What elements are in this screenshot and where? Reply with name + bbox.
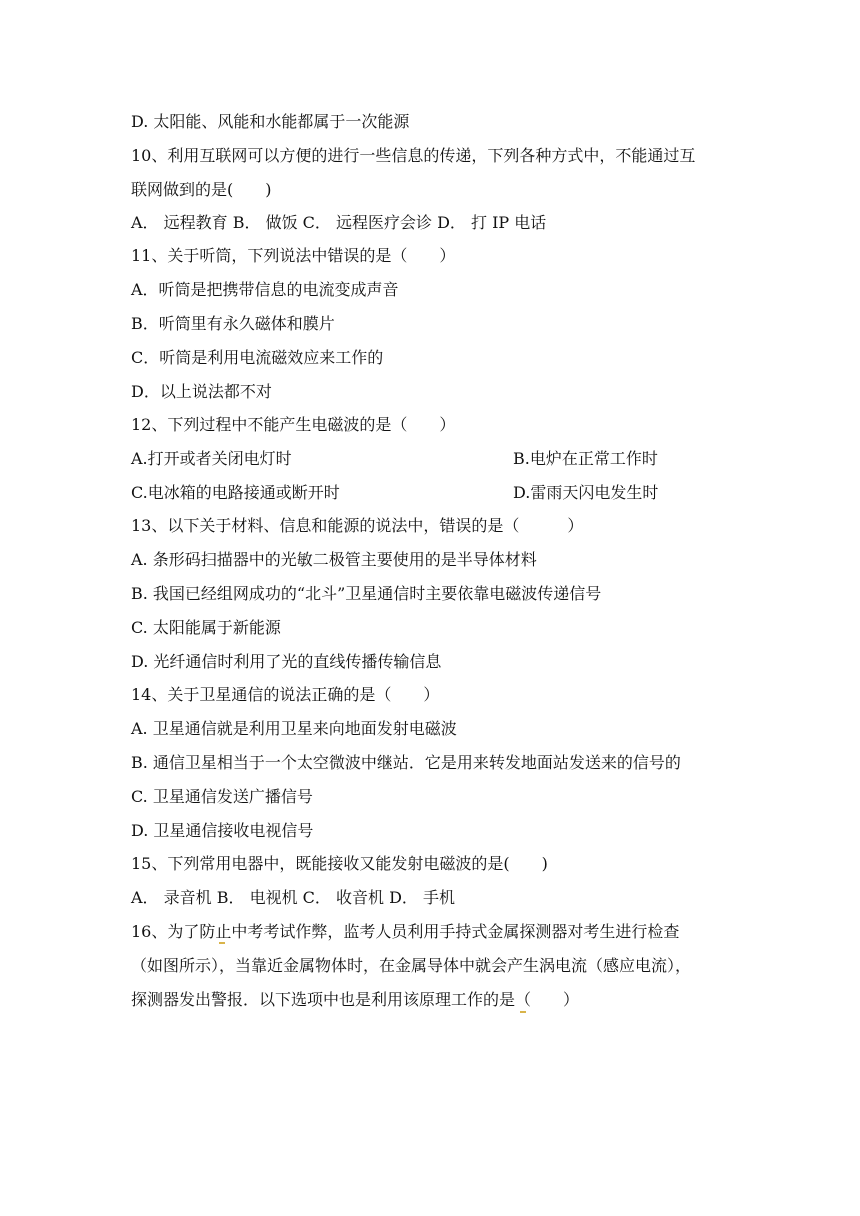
q13-option-c: C. 太阳能属于新能源 xyxy=(131,618,281,637)
q12-option-c: C.电冰箱的电路接通或断开时 xyxy=(131,483,340,502)
q11-stem: 11、关于听筒，下列说法中错误的是（ ） xyxy=(131,246,456,265)
q14-option-a: A. 卫星通信就是利用卫星来向地面发射电磁波 xyxy=(131,719,457,738)
q11-option-d: D．以上说法都不对 xyxy=(131,382,272,401)
q12-stem: 12、下列过程中不能产生电磁波的是（ ） xyxy=(131,415,456,434)
q11-option-c: C．听筒是利用电流磁效应来工作的 xyxy=(131,348,384,367)
q10-stem-line1: 10、利用互联网可以方便的进行一些信息的传递，下列各种方式中，不能通过互 xyxy=(131,146,696,165)
q16-stem-line2: （如图所示），当靠近金属物体时，在金属导体中就会产生涡电流（感应电流）， xyxy=(131,956,692,975)
q12-option-b: B.电炉在正常工作时 xyxy=(513,449,658,468)
q15-stem: 15、下列常用电器中，既能接收又能发射电磁波的是( ) xyxy=(131,854,548,873)
q9-option-d: D. 太阳能、风能和水能都属于一次能源 xyxy=(131,112,410,131)
q13-option-d: D. 光纤通信时利用了光的直线传播传输信息 xyxy=(131,652,442,671)
q13-option-b: B. 我国已经组网成功的“北斗”卫星通信时主要依靠电磁波传递信号 xyxy=(131,584,602,603)
highlight-mark xyxy=(520,1011,526,1013)
q16-stem-line3: 探测器发出警报．以下选项中也是利用该原理工作的是（ ） xyxy=(131,990,580,1009)
q12-options-row2 xyxy=(131,483,659,503)
highlight-mark xyxy=(219,942,225,944)
q12-option-d: D.雷雨天闪电发生时 xyxy=(513,483,659,502)
q12-options-row1 xyxy=(131,449,658,469)
q14-option-c: C. 卫星通信发送广播信号 xyxy=(131,787,313,806)
q13-option-a: A. 条形码扫描器中的光敏二极管主要使用的是半导体材料 xyxy=(131,550,537,569)
q11-option-a: A．听筒是把携带信息的电流变成声音 xyxy=(131,280,399,299)
q14-stem: 14、关于卫星通信的说法正确的是（ ） xyxy=(131,685,440,704)
q14-option-b: B. 通信卫星相当于一个太空微波中继站．它是用来转发地面站发送来的信号的 xyxy=(131,753,681,772)
q11-option-b: B．听筒里有永久磁体和膜片 xyxy=(131,314,335,333)
q13-stem: 13、以下关于材料、信息和能源的说法中，错误的是（ ） xyxy=(131,516,584,535)
q16-stem-line1: 16、为了防止中考考试作弊，监考人员利用手持式金属探测器对考生进行检查 xyxy=(131,922,680,941)
q10-stem-line2: 联网做到的是( ) xyxy=(131,180,272,199)
q14-option-d: D. 卫星通信接收电视信号 xyxy=(131,821,314,840)
q12-option-a: A.打开或者关闭电灯时 xyxy=(131,449,292,468)
q15-options: A． 录音机 B． 电视机 C． 收音机 D． 手机 xyxy=(131,888,455,907)
q10-options: A． 远程教育 B． 做饭 C． 远程医疗会诊 D． 打 IP 电话 xyxy=(131,213,547,232)
